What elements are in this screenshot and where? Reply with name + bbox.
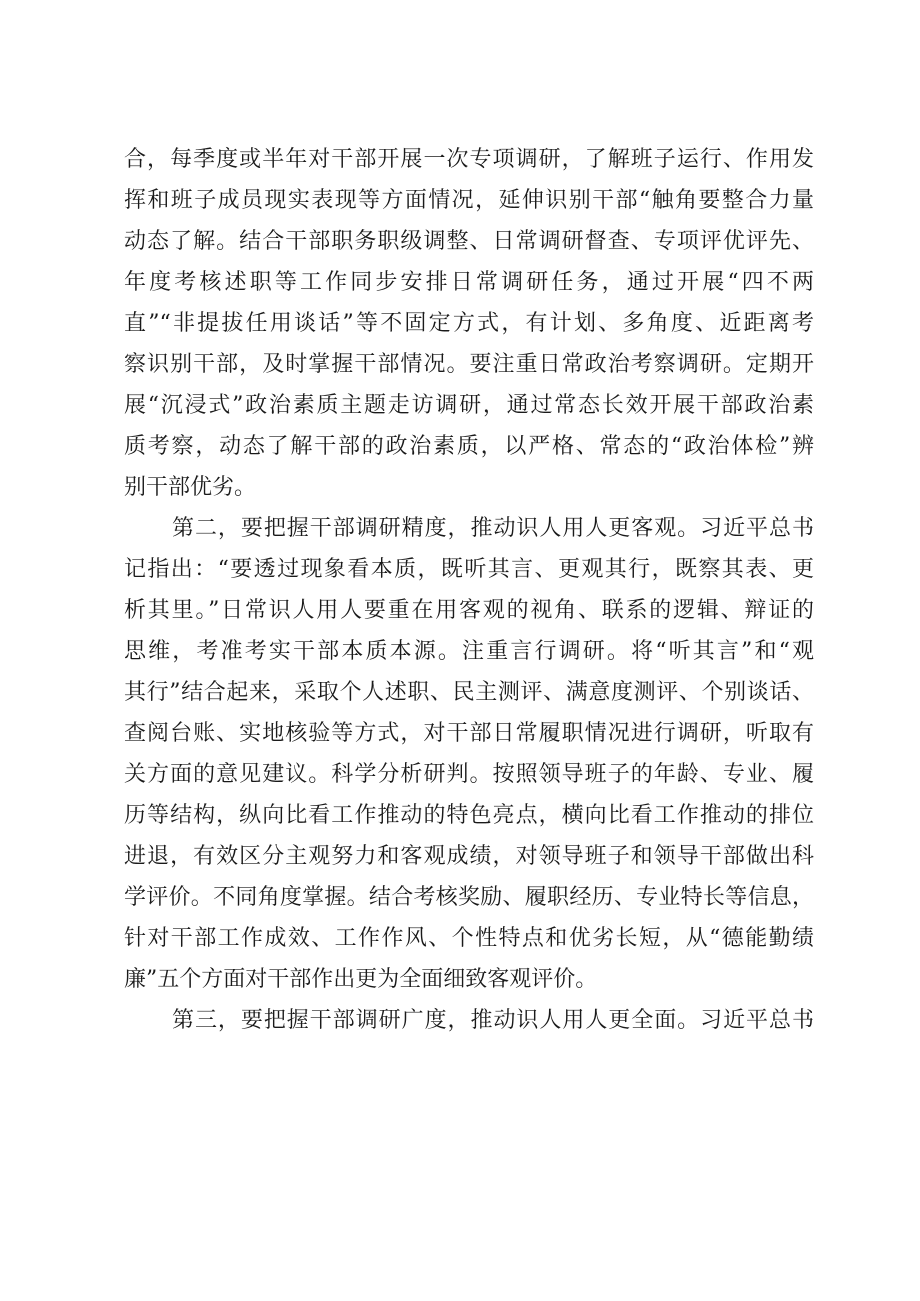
text-line: 展“沉浸式”政治素质主题走访调研，通过常态长效开展干部政治素 — [124, 393, 814, 418]
text-line: 第三，要把握干部调研广度，推动识人用人更全面。习近平总书 — [172, 1008, 814, 1033]
text-line: 质考察，动态了解干部的政治素质，以严格、常态的“政治体检”辨 — [124, 434, 814, 459]
text-line: 析其里。”日常识人用人要重在用客观的视角、联系的逻辑、辩证的 — [124, 598, 814, 623]
text-line: 思维，考准考实干部本质本源。注重言行调研。将“听其言”和“观 — [124, 639, 814, 664]
paragraph-3 — [124, 1000, 814, 1041]
text-line: 年度考核述职等工作同步安排日常调研任务，通过开展“四不两 — [124, 270, 814, 295]
text-line: 廉”五个方面对干部作出更为全面细致客观评价。 — [124, 967, 598, 992]
text-line: 别干部优劣。 — [124, 475, 257, 500]
text-line: 其行”结合起来，采取个人述职、民主测评、满意度测评、个别谈话、 — [124, 680, 814, 705]
text-line: 进退，有效区分主观努力和客观成绩，对领导班子和领导干部做出科 — [124, 844, 814, 869]
text-line: 动态了解。结合干部职务职级调整、日常调研督查、专项评优评先、 — [124, 229, 814, 254]
text-line: 挥和班子成员现实表现等方面情况，延伸识别干部“触角要整合力量 — [124, 188, 814, 213]
text-line: 针对干部工作成效、工作作风、个性特点和优劣长短，从“德能勤绩 — [124, 926, 814, 951]
text-line: 查阅台账、实地核验等方式，对干部日常履职情况进行调研，听取有 — [124, 721, 814, 746]
text-line: 关方面的意见建议。科学分析研判。按照领导班子的年龄、专业、履 — [124, 762, 814, 787]
text-line: 合，每季度或半年对干部开展一次专项调研，了解班子运行、作用发 — [124, 147, 814, 172]
text-line: 学评价。不同角度掌握。结合考核奖励、履职经历、专业特长等信息， — [124, 885, 814, 910]
paragraph-1 — [124, 139, 814, 508]
text-line: 直”“非提拔任用谈话”等不固定方式，有计划、多角度、近距离考 — [124, 311, 814, 336]
document-body — [124, 139, 814, 1041]
text-line: 历等结构，纵向比看工作推动的特色亮点，横向比看工作推动的排位 — [124, 803, 814, 828]
text-line: 察识别干部，及时掌握干部情况。要注重日常政治考察调研。定期开 — [124, 352, 814, 377]
text-line: 第二，要把握干部调研精度，推动识人用人更客观。习近平总书 — [172, 516, 814, 541]
paragraph-2 — [124, 508, 814, 1000]
text-line: 记指出：“要透过现象看本质，既听其言、更观其行，既察其表、更 — [124, 557, 814, 582]
